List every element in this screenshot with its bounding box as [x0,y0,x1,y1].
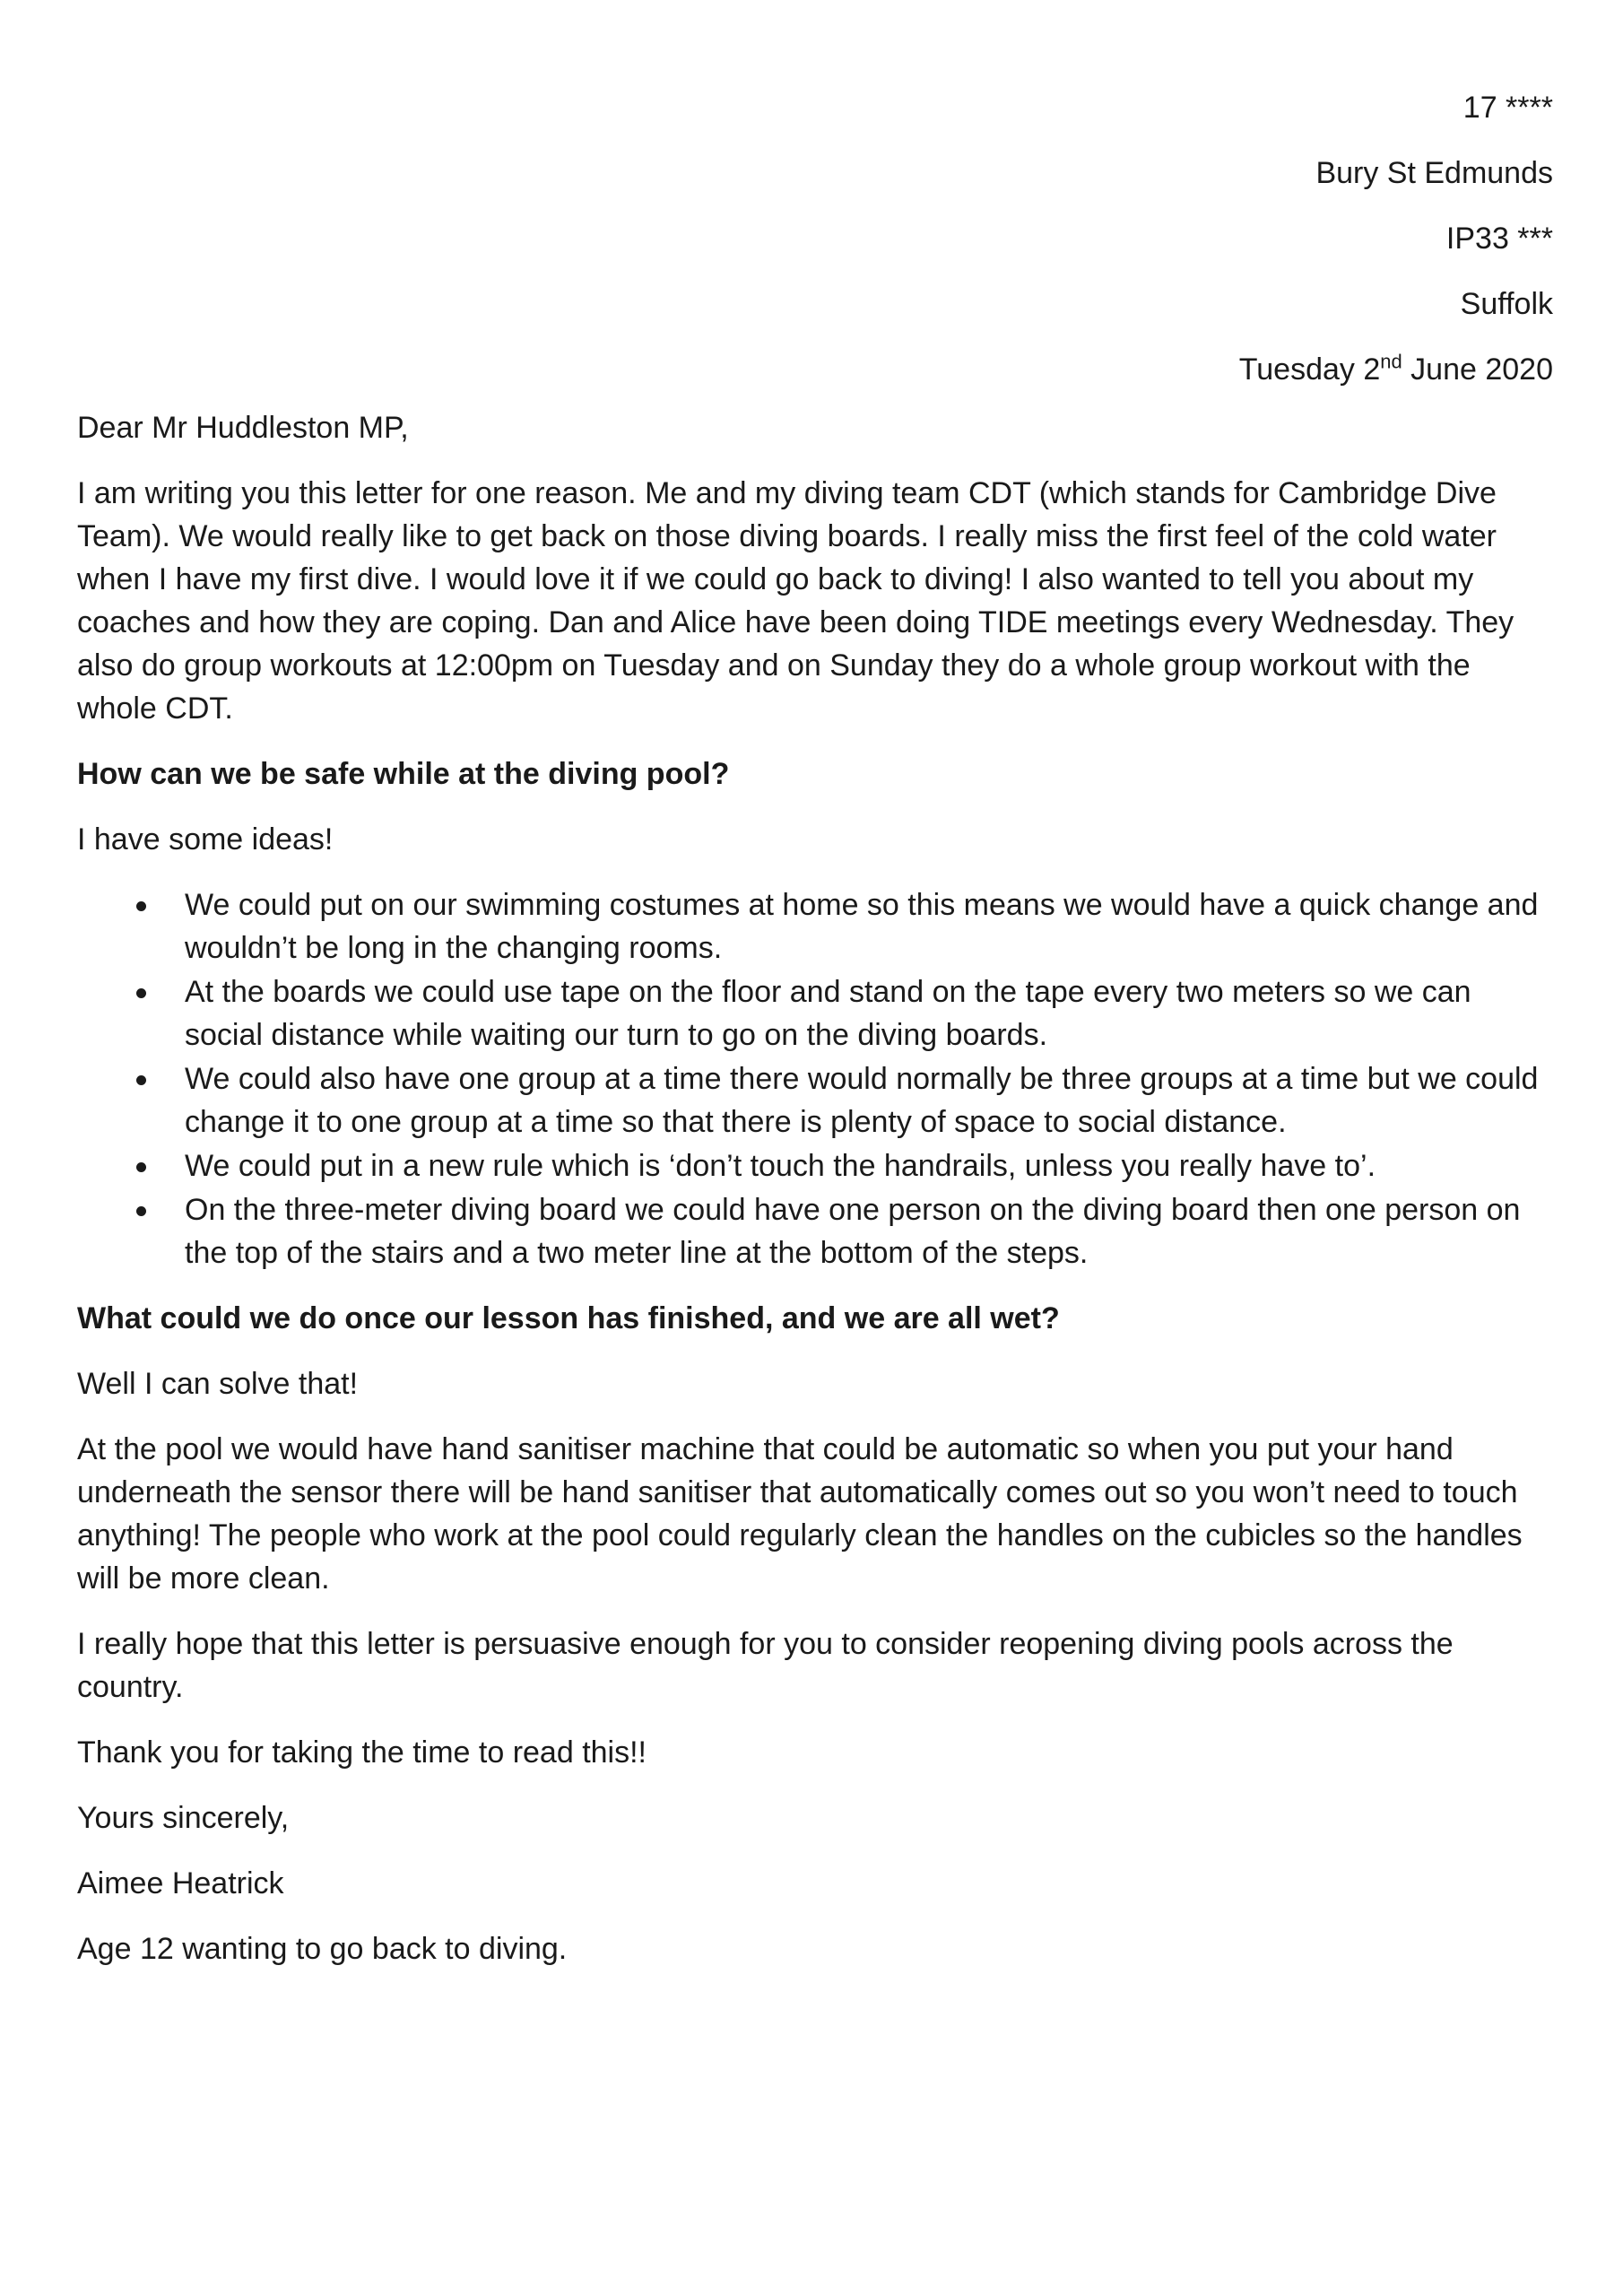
bullet-icon [136,1075,146,1085]
after-lesson-heading: What could we do once our lesson has finished, and we are all wet? [77,1301,1060,1335]
sender-address [1239,75,1553,403]
letter-body [77,406,1557,1993]
persuasion-paragraph: I really hope that this letter is persuasive enough for you to consider reopening diving pools across the country. [77,1627,1454,1704]
address-line-4: Suffolk [1460,287,1553,321]
date-suffix: nd [1380,350,1402,373]
thanks-line: Thank you for taking the time to read this!! [77,1735,647,1770]
address-line-1: 17 **** [1462,91,1553,125]
closing-line: Yours sincerely, [77,1801,290,1835]
list-item [77,1057,1557,1144]
ideas-intro: I have some ideas! [77,822,334,857]
list-item-text: At the boards we could use tape on the floor and stand on the tape every two meters so we can social distance while waiting our turn to go on the diving boards. [185,975,1471,1052]
list-item-text: On the three-meter diving board we could have one person on the diving board then one person on the top of the stairs and a two meter line at the bottom of the steps. [185,1193,1521,1270]
list-item [77,883,1557,970]
signature-name: Aimee Heatrick [77,1866,284,1900]
date-day: Tuesday 2 [1238,352,1381,387]
date-rest: June 2020 [1402,352,1553,387]
safety-heading: How can we be safe while at the diving pool? [77,757,730,791]
list-item-text: We could put on our swimming costumes at home so this means we would have a quick change and wouldn’t be long in the changing rooms. [185,888,1539,965]
sanitiser-paragraph: At the pool we would have hand sanitiser machine that could be automatic so when you put your hand underneath the sensor there will be hand sanitiser that automatically comes out so you won’t need to touch anything! The people who work at the pool could regularly clean the handles on the cubicles so the handles will be more clean. [77,1432,1523,1596]
bullet-icon [136,1162,146,1172]
bullet-icon [136,1206,146,1216]
bullet-icon [136,988,146,998]
solve-intro: Well I can solve that! [77,1367,359,1401]
list-item [77,1188,1557,1274]
list-item [77,970,1557,1057]
list-item [77,1144,1557,1187]
list-item-text: We could put in a new rule which is ‘don’t touch the handrails, unless you really have to’. [185,1149,1376,1183]
salutation: Dear Mr Huddleston MP, [77,411,409,445]
address-line-3: IP33 *** [1445,222,1553,256]
address-line-2: Bury St Edmunds [1315,156,1553,190]
bullet-icon [136,901,146,911]
ideas-list [77,883,1557,1274]
list-item-text: We could also have one group at a time there would normally be three groups at a time but we could change it to one group at a time so that there is plenty of space to social distance. [185,1062,1539,1139]
intro-paragraph: I am writing you this letter for one reason. Me and my diving team CDT (which stands for Cambridge Dive Team). We would really like to get back on those diving boards. I really miss the first feel of the cold water when I have my first dive. I would love it if we could go back to diving! I also wanted to tell you about my coaches and how they are coping. Dan and Alice have been doing TIDE meetings every Wednesday. They also do group workouts at 12:00pm on Tuesday and on Sunday they do a whole group workout with the whole CDT. [77,476,1515,726]
signature-note: Age 12 wanting to go back to diving. [77,1932,568,1966]
letter-date [1239,337,1553,403]
